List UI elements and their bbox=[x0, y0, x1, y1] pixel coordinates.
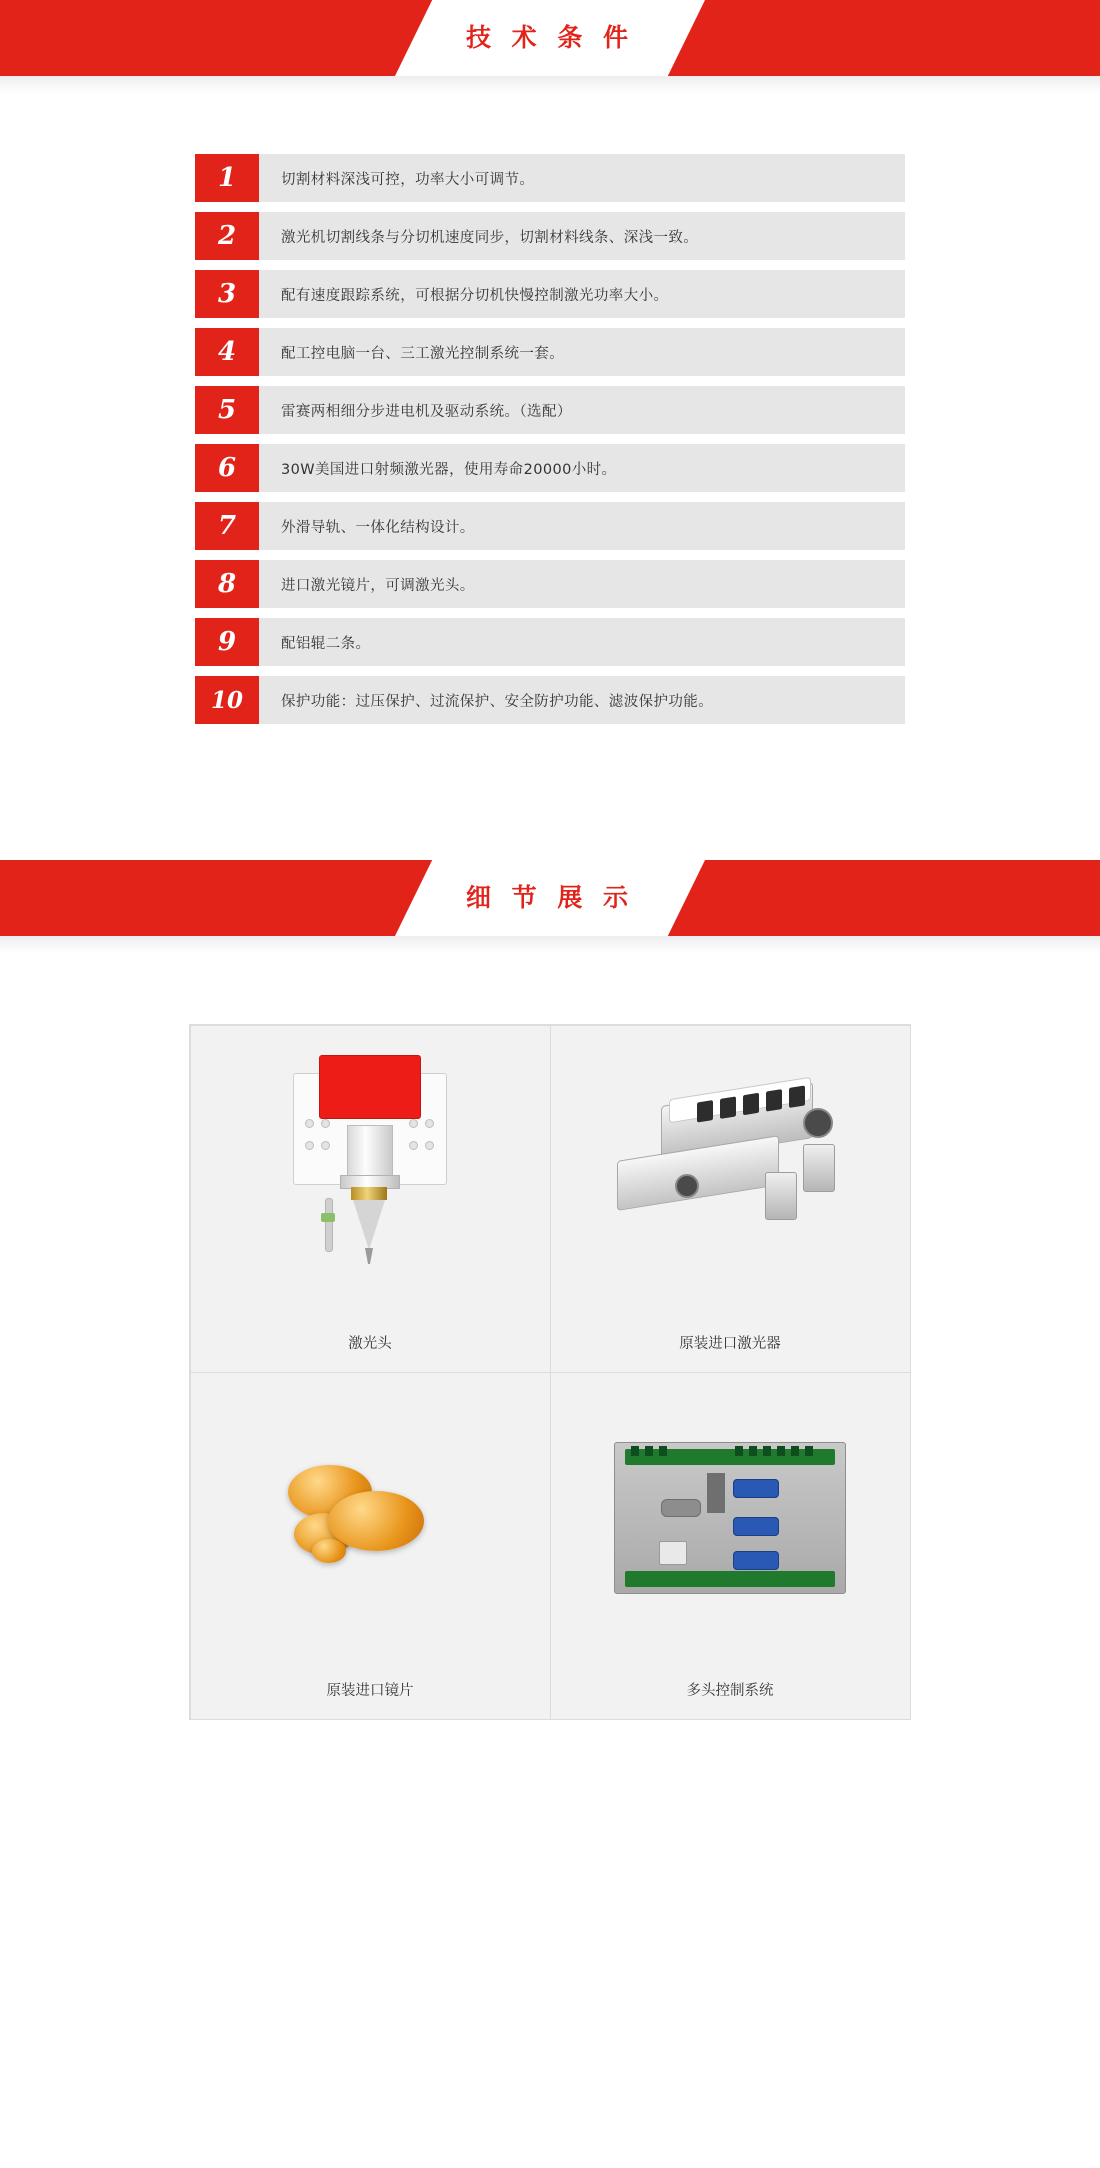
spec-number: 3 bbox=[195, 270, 259, 318]
spec-number: 6 bbox=[195, 444, 259, 492]
gallery-cell bbox=[550, 1025, 911, 1373]
spec-section bbox=[0, 94, 1100, 774]
section-banner-detail bbox=[0, 860, 1100, 936]
section-banner-tech bbox=[0, 0, 1100, 76]
spec-text: 30W美国进口射频激光器，使用寿命20000小时。 bbox=[259, 444, 905, 492]
gallery-caption: 原装进口激光器 bbox=[679, 1335, 781, 1352]
spec-number: 10 bbox=[195, 676, 259, 724]
lens-icon bbox=[191, 1373, 550, 1663]
spec-number: 7 bbox=[195, 502, 259, 550]
spec-number: 4 bbox=[195, 328, 259, 376]
spec-number: 2 bbox=[195, 212, 259, 260]
spec-row bbox=[195, 328, 905, 376]
spec-text: 雷赛两相细分步进电机及驱动系统。（选配） bbox=[259, 386, 905, 434]
spec-row bbox=[195, 444, 905, 492]
gallery-cell bbox=[190, 1372, 551, 1720]
spec-row bbox=[195, 386, 905, 434]
detail-gallery bbox=[189, 1024, 911, 1720]
spec-list bbox=[195, 154, 905, 724]
spec-number: 8 bbox=[195, 560, 259, 608]
banner-shadow bbox=[0, 936, 1100, 954]
spec-text: 配铝辊二条。 bbox=[259, 618, 905, 666]
spec-number: 1 bbox=[195, 154, 259, 202]
spec-row bbox=[195, 618, 905, 666]
spec-number: 5 bbox=[195, 386, 259, 434]
spec-text: 保护功能：过压保护、过流保护、安全防护功能、滤波保护功能。 bbox=[259, 676, 905, 724]
gallery-caption: 激光头 bbox=[348, 1335, 392, 1352]
gallery-caption: 原装进口镜片 bbox=[326, 1682, 414, 1699]
gallery-cell bbox=[190, 1025, 551, 1373]
section-gap bbox=[0, 774, 1100, 860]
banner-title: 细 节 展 示 bbox=[465, 883, 635, 912]
spec-row bbox=[195, 270, 905, 318]
laser-tube-icon bbox=[551, 1026, 910, 1316]
spec-text: 外滑导轨、一体化结构设计。 bbox=[259, 502, 905, 550]
spec-row bbox=[195, 502, 905, 550]
spec-text: 配工控电脑一台、三工激光控制系统一套。 bbox=[259, 328, 905, 376]
banner-shadow bbox=[0, 76, 1100, 94]
spec-text: 激光机切割线条与分切机速度同步，切割材料线条、深浅一致。 bbox=[259, 212, 905, 260]
spec-text: 切割材料深浅可控，功率大小可调节。 bbox=[259, 154, 905, 202]
spec-number: 9 bbox=[195, 618, 259, 666]
spec-text: 进口激光镜片，可调激光头。 bbox=[259, 560, 905, 608]
gallery-section bbox=[0, 954, 1100, 1780]
control-board-icon bbox=[551, 1373, 910, 1663]
spec-row bbox=[195, 560, 905, 608]
laser-head-icon bbox=[191, 1026, 550, 1316]
banner-title: 技 术 条 件 bbox=[465, 23, 635, 52]
spec-row bbox=[195, 676, 905, 724]
spec-text: 配有速度跟踪系统，可根据分切机快慢控制激光功率大小。 bbox=[259, 270, 905, 318]
spec-row bbox=[195, 212, 905, 260]
gallery-caption: 多头控制系统 bbox=[686, 1682, 774, 1699]
spec-row bbox=[195, 154, 905, 202]
gallery-cell bbox=[550, 1372, 911, 1720]
